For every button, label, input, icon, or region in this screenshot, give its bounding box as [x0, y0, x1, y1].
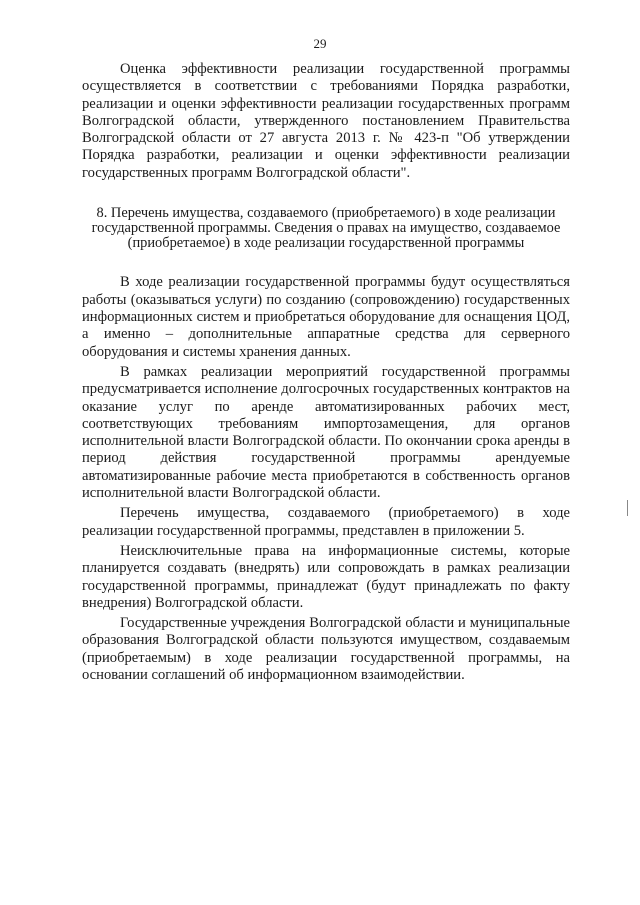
body-paragraph-2: В рамках реализации мероприятий государственной программы предусматривается исполнение долгосрочных государственных контрактов на оказание услуг по аренде автоматизированных рабочих мест, соответствующих требованиям импортозамещения, для органов исполнительной власти Волгоградской области. По окончании срока аренды в период действия государственной программы арендуемые автоматизированные рабочие места приобретаются в собственность органов исполнительной власти Волгоградской области.: [82, 363, 570, 502]
page-number: 29: [313, 36, 327, 51]
document-body: [82, 61, 570, 687]
body-paragraph-3: Перечень имущества, создаваемого (приобретаемого) в ходе реализации государственной программы, представлен в приложении 5.: [82, 505, 570, 539]
scan-margin-mark: [624, 500, 628, 516]
body-paragraph-5: Государственные учреждения Волгоградской области и муниципальные образования Волгоградской области пользуются имуществом, создаваемым (приобретаемым) в ходе реализации государственной программы, на основании соглашений об информационном взаимодействии.: [82, 615, 570, 683]
body-paragraph-4: Неисключительные права на информационные системы, которые планируется создавать (внедрять) или сопровождать в рамках реализации государственной программы, принадлежат (будут принадлежать по факту внедрения) Волгоградской области.: [82, 542, 570, 611]
intro-paragraph: Оценка эффективности реализации государственной программы осуществляется в соответствии с требованиями Порядка разработки, реализации и оценки эффективности реализации государственных программ Волгоградской области, утвержденного постановлением Правительства Волгоградской области от 27 августа 2013 г. № 423-п "Об утверждении Порядка разработки, реализации и оценки эффективности реализации государственных программ Волгоградской области".: [82, 61, 570, 181]
body-paragraph-1: В ходе реализации государственной программы будут осуществляться работы (оказываться услуги) по созданию (сопровождению) государственных информационных систем и приобретаться оборудование для оснащения ЦОД, а именно – дополнительные аппаратные средства для серверного оборудования и системы хранения данных.: [82, 274, 570, 360]
section-heading: 8. Перечень имущества, создаваемого (приобретаемого) в ходе реализации государственной программы. Сведения о правах на имущество, создаваемое (приобретаемое) в ходе реализации государственной программы: [91, 205, 561, 251]
